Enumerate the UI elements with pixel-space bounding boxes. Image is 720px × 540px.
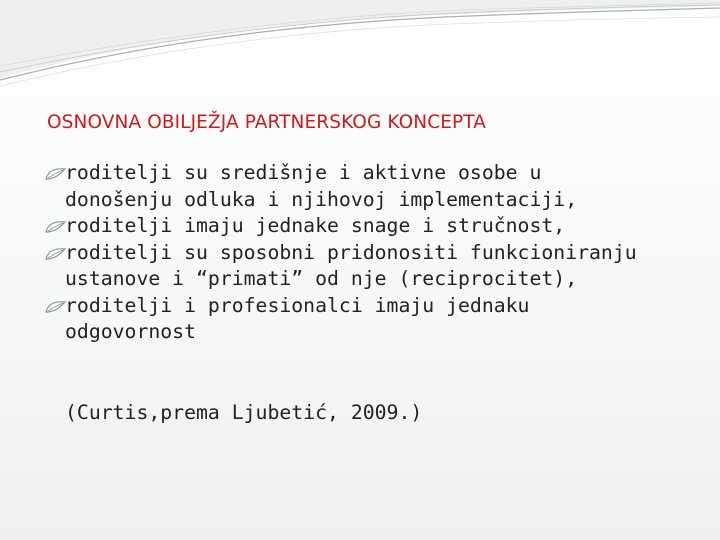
source-citation: (Curtis,prema Ljubetić, 2009.) bbox=[65, 401, 423, 424]
leaf-bullet-icon bbox=[45, 167, 67, 181]
bullet-line: roditelji imaju jednake snage i stručnost, bbox=[65, 214, 566, 237]
bullet-line: ustanove i “primati” od nje (reciprocitet), bbox=[65, 267, 578, 290]
bullet-line: roditelji su sposobni pridonositi funkcioniranju bbox=[65, 240, 637, 264]
bullet-item bbox=[45, 213, 695, 240]
top-swoosh-decoration bbox=[0, 0, 720, 100]
bullet-item bbox=[45, 293, 695, 346]
bullet-line: roditelji su središnje i aktivne osobe u bbox=[65, 161, 542, 184]
bullet-line: donošenju odluka i njihovoj implementaciji, bbox=[65, 187, 578, 211]
slide-title: OSNOVNA OBILJEŽJA PARTNERSKOG KONCEPTA bbox=[47, 112, 486, 133]
leaf-bullet-icon bbox=[45, 300, 67, 314]
bullet-list bbox=[45, 160, 695, 346]
bullet-line: odgovornost bbox=[65, 320, 197, 343]
bullet-item bbox=[45, 160, 695, 213]
bullet-item bbox=[45, 240, 695, 293]
leaf-bullet-icon bbox=[45, 247, 67, 261]
leaf-bullet-icon bbox=[45, 220, 67, 234]
bullet-line: roditelji i profesionalci imaju jednaku bbox=[65, 293, 530, 317]
